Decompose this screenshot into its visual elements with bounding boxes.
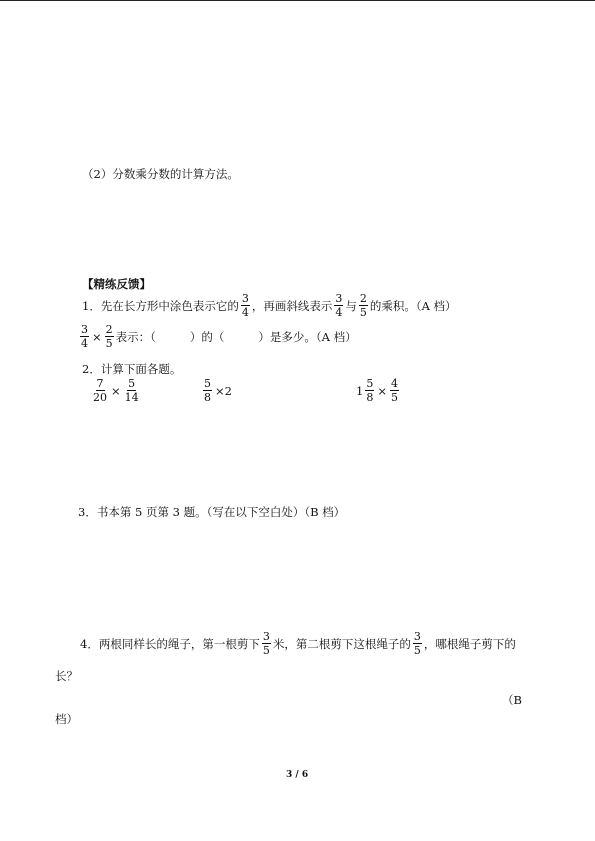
q2-title-text: 2．计算下面各题。 xyxy=(82,362,182,376)
q1b-text-b: ）的（ xyxy=(189,329,225,344)
q4-line2-text: 长？ xyxy=(55,669,78,683)
q4-fraction-2 xyxy=(413,631,422,656)
q2-expression-2 xyxy=(201,378,233,403)
q1-text-d: 的乘积。（A 档） xyxy=(369,298,457,313)
question-4-tag-part-1 xyxy=(502,692,522,708)
q1-text-a: 1．先在长方形中涂色表示它的 xyxy=(82,298,239,313)
times-sign: × xyxy=(377,383,387,398)
top-border-line xyxy=(0,0,595,1)
denominator: 5 xyxy=(390,391,398,404)
numerator: 2 xyxy=(105,323,113,336)
denominator: 20 xyxy=(93,391,107,404)
section-2-text: （2）分数乘分数的计算方法。 xyxy=(82,167,239,181)
numerator: 3 xyxy=(262,630,270,643)
page-number xyxy=(286,770,308,780)
q1-fraction-1 xyxy=(241,293,250,318)
numerator: 7 xyxy=(96,377,104,390)
numerator: 5 xyxy=(128,377,136,390)
numerator: 3 xyxy=(413,630,421,643)
numerator: 3 xyxy=(241,292,249,305)
times-sign: × xyxy=(111,383,121,398)
q4-tag1-text: （B xyxy=(502,693,522,707)
q3-text: 3．书本第 5 页第 3 题。（写在以下空白处）（B 档） xyxy=(78,505,346,519)
numerator: 4 xyxy=(390,377,398,390)
denominator: 5 xyxy=(262,644,270,657)
question-2-title xyxy=(82,361,181,377)
q2-expression-3 xyxy=(356,378,401,403)
feedback-title xyxy=(82,276,151,292)
whole-part: 1 xyxy=(356,383,364,398)
denominator: 14 xyxy=(124,391,139,404)
q1b-fraction-1 xyxy=(80,324,89,349)
feedback-title-text: 【精练反馈】 xyxy=(82,277,151,291)
question-1 xyxy=(82,293,457,318)
q1b-text-a: 表示：（ xyxy=(115,329,156,344)
times-sign: × xyxy=(92,329,102,344)
question-3 xyxy=(78,504,345,520)
q2e1-fraction-2 xyxy=(124,378,140,403)
denominator: 4 xyxy=(81,337,88,350)
q1-text-b: ，再画斜线表示 xyxy=(251,298,333,313)
q4-text-a: 4．两根同样长的绳子，第一根剪下 xyxy=(80,636,260,651)
denominator: 8 xyxy=(204,391,211,404)
q2-expression-1 xyxy=(90,378,142,403)
question-4 xyxy=(80,631,516,656)
question-1-expression xyxy=(78,324,357,349)
numerator: 5 xyxy=(366,377,374,390)
q4-tag2-text: 档） xyxy=(55,712,78,726)
q1b-fraction-2 xyxy=(105,324,114,349)
q4-text-b: 米，第二根剪下这根绳子的 xyxy=(272,636,411,651)
denominator: 5 xyxy=(413,644,421,657)
q2e3-fraction-2 xyxy=(390,378,399,403)
q4-fraction-1 xyxy=(262,631,271,656)
q1-text-c: 与 xyxy=(345,298,357,313)
denominator: 5 xyxy=(105,337,113,350)
q2e2-fraction-1 xyxy=(203,378,212,403)
q1-fraction-2 xyxy=(334,293,343,318)
denominator: 4 xyxy=(335,306,343,319)
mixed-number xyxy=(356,378,376,403)
q4-text-c: ，哪根绳子剪下的 xyxy=(423,636,516,651)
q2e1-fraction-1 xyxy=(92,378,108,403)
page-number-text: 3 / 6 xyxy=(286,770,309,780)
q1b-text-c: ）是多少。（A 档） xyxy=(258,329,357,344)
numerator: 3 xyxy=(81,323,88,336)
numerator: 2 xyxy=(359,292,367,305)
denominator: 8 xyxy=(366,391,374,404)
times-two: ×2 xyxy=(215,383,232,398)
denominator: 4 xyxy=(241,306,249,319)
q2e3-fraction-1 xyxy=(365,378,374,403)
section-2-heading xyxy=(82,166,239,182)
question-4-line-2 xyxy=(55,668,78,684)
q1-fraction-3 xyxy=(359,293,368,318)
denominator: 5 xyxy=(359,306,367,319)
numerator: 5 xyxy=(204,377,211,390)
numerator: 3 xyxy=(335,292,343,305)
question-4-tag-part-2 xyxy=(55,711,78,727)
